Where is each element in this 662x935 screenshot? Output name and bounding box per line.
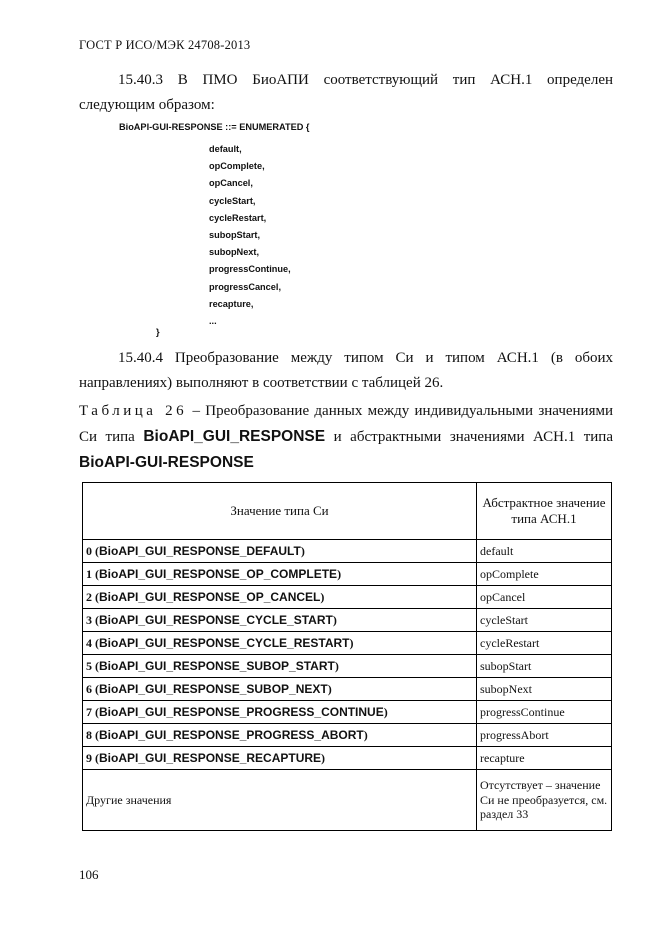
table-row bbox=[83, 632, 612, 655]
code-item: opCancel, bbox=[209, 178, 253, 189]
table-cell-c: 2 (BioAPI_GUI_RESPONSE_OP_CANCEL) bbox=[83, 586, 477, 609]
code-item: subopStart, bbox=[209, 230, 261, 241]
table-header-row bbox=[83, 483, 612, 540]
table-cell-asn: recapture bbox=[477, 747, 612, 770]
table-row-other bbox=[83, 770, 612, 831]
table-cell-c: 0 (BioAPI_GUI_RESPONSE_DEFAULT) bbox=[83, 540, 477, 563]
table-header-asn-value: Абстрактное значение типа АСН.1 bbox=[477, 483, 612, 540]
table-row bbox=[83, 540, 612, 563]
code-item: cycleStart, bbox=[209, 195, 256, 206]
code-item: opComplete, bbox=[209, 161, 265, 172]
table-cell-c: 6 (BioAPI_GUI_RESPONSE_SUBOP_NEXT) bbox=[83, 678, 477, 701]
conversion-table bbox=[82, 482, 612, 831]
table-caption-text-2: и абстрактными значениями АСН.1 типа bbox=[325, 429, 613, 445]
table-row bbox=[83, 655, 612, 678]
table-cell-c: 7 (BioAPI_GUI_RESPONSE_PROGRESS_CONTINUE) bbox=[83, 701, 477, 724]
table-cell-c: 5 (BioAPI_GUI_RESPONSE_SUBOP_START) bbox=[83, 655, 477, 678]
table-cell-other-value: Отсутствует – значение Си не преобразуется, см. раздел 33 bbox=[477, 770, 612, 831]
table-cell-asn: progressContinue bbox=[477, 701, 612, 724]
document-header: ГОСТ Р ИСО/МЭК 24708-2013 bbox=[79, 38, 251, 52]
code-item: subopNext, bbox=[209, 247, 260, 258]
table-row bbox=[83, 586, 612, 609]
table-row bbox=[83, 724, 612, 747]
table-caption-text-1: – Преобразование данных между индивидуальными значениями Си типа bbox=[79, 403, 613, 445]
table-caption-label: Таблица 26 bbox=[79, 403, 188, 419]
table-cell-asn: subopNext bbox=[477, 678, 612, 701]
table-header-c-value: Значение типа Си bbox=[83, 483, 477, 540]
code-item: cycleRestart, bbox=[209, 212, 267, 223]
code-item: progressContinue, bbox=[209, 264, 291, 275]
table-cell-asn: progressAbort bbox=[477, 724, 612, 747]
paragraph-15-40-3 bbox=[79, 68, 613, 118]
code-enum-head: BioAPI-GUI-RESPONSE ::= ENUMERATED { bbox=[119, 122, 310, 132]
table-cell-c: 4 (BioAPI_GUI_RESPONSE_CYCLE_RESTART) bbox=[83, 632, 477, 655]
code-item: default, bbox=[209, 144, 242, 154]
table-caption-c-type: BioAPI_GUI_RESPONSE bbox=[143, 428, 326, 445]
paragraph-15-40-4 bbox=[79, 346, 613, 396]
code-enum-close: } bbox=[156, 327, 160, 337]
page-number: 106 bbox=[79, 867, 99, 882]
table-cell-c: 1 (BioAPI_GUI_RESPONSE_OP_COMPLETE) bbox=[83, 563, 477, 586]
table-cell-asn: opComplete bbox=[477, 563, 612, 586]
code-item: ... bbox=[209, 316, 217, 327]
paragraph-15-40-4-text: 15.40.4 Преобразование между типом Си и типом АСН.1 (в обоих направлениях) выполняют в соответствии с таблицей 26. bbox=[79, 350, 613, 391]
table-cell-asn: default bbox=[477, 540, 612, 563]
paragraph-15-40-3-text: 15.40.3 В ПМО БиоАПИ соответствующий тип АСН.1 определен следующим образом: bbox=[79, 72, 613, 113]
table-cell-asn: opCancel bbox=[477, 586, 612, 609]
table-cell-asn: cycleRestart bbox=[477, 632, 612, 655]
code-enum-list bbox=[209, 141, 291, 330]
table-cell-c: 3 (BioAPI_GUI_RESPONSE_CYCLE_START) bbox=[83, 609, 477, 632]
table-caption-asn-type: BioAPI-GUI-RESPONSE bbox=[79, 454, 254, 471]
code-item: progressCancel, bbox=[209, 281, 281, 292]
table-row bbox=[83, 609, 612, 632]
table-row bbox=[83, 563, 612, 586]
table-row bbox=[83, 747, 612, 770]
table-caption bbox=[79, 399, 613, 476]
code-item: recapture, bbox=[209, 298, 254, 309]
table-cell-c: 9 (BioAPI_GUI_RESPONSE_RECAPTURE) bbox=[83, 747, 477, 770]
table-cell-asn: subopStart bbox=[477, 655, 612, 678]
table-cell-other-label: Другие значения bbox=[83, 770, 477, 831]
table-cell-asn: cycleStart bbox=[477, 609, 612, 632]
table-row bbox=[83, 678, 612, 701]
table-row bbox=[83, 701, 612, 724]
table-cell-c: 8 (BioAPI_GUI_RESPONSE_PROGRESS_ABORT) bbox=[83, 724, 477, 747]
